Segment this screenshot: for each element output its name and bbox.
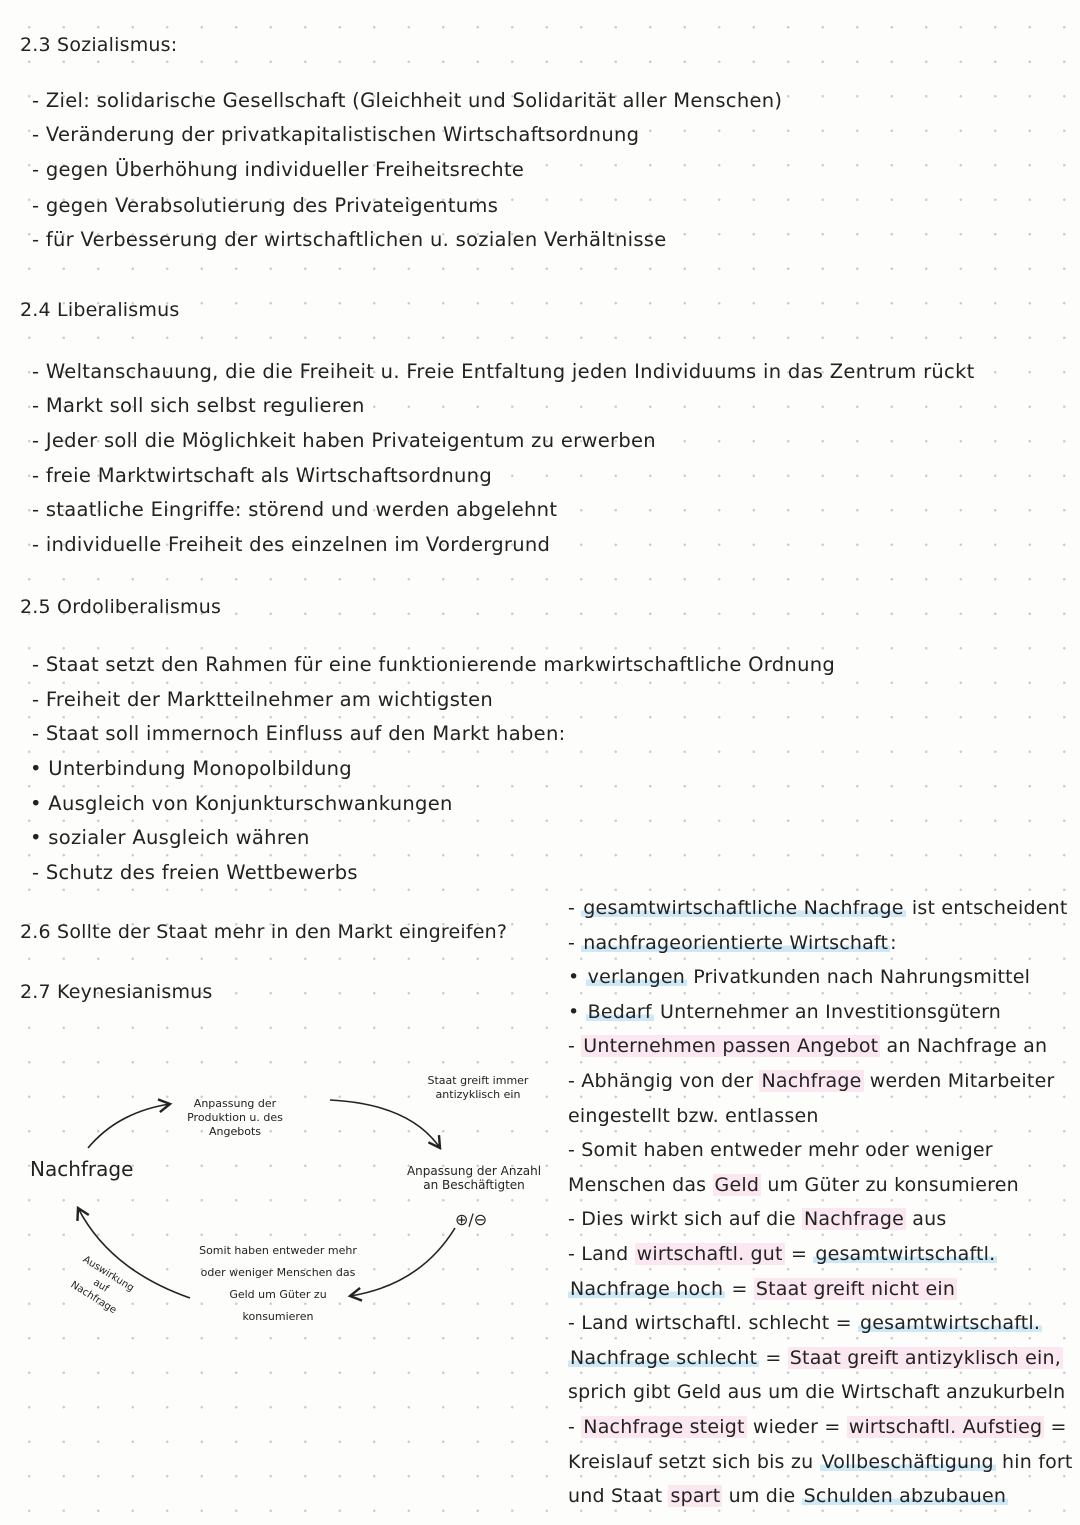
list-item: - Jeder soll die Möglichkeit haben Privateigentum zu erwerben xyxy=(32,429,656,452)
highlighted-term: Nachfrage xyxy=(761,1069,862,1092)
list-item: - staatliche Eingriffe: störend und werden abgelehnt xyxy=(32,498,558,521)
text-part: - Somit haben entweder mehr oder weniger xyxy=(568,1139,993,1162)
arrow-anpassung-to-beschaeftigte xyxy=(330,1100,440,1148)
text-part: - Land wirtschaftl. schlecht = xyxy=(568,1312,859,1335)
list-item: - freie Marktwirtschaft als Wirtschaftsordnung xyxy=(32,464,493,487)
diagram-nachfrage-label: Nachfrage xyxy=(30,1157,134,1181)
text-part: - Land xyxy=(568,1242,635,1265)
text-part: - xyxy=(568,897,582,919)
text-line xyxy=(568,1029,1074,1064)
text-part: • xyxy=(568,1000,586,1023)
text-part: = xyxy=(1044,1415,1067,1438)
text-part: - Dies wirkt sich auf die xyxy=(568,1208,802,1231)
text-part: - xyxy=(568,1415,582,1438)
diagram-auswirkung: Auswirkung auf Nachfrage xyxy=(68,1254,136,1317)
diagram-anpassung-beschaeftigte: Anpassung der Anzahl an Beschäftigten xyxy=(406,1164,542,1192)
text-part: und Staat xyxy=(568,1485,669,1508)
text-part: Menschen das xyxy=(568,1173,713,1196)
arrow-nachfrage-to-anpassung xyxy=(88,1104,170,1148)
underlined-term: verlangen xyxy=(587,966,685,989)
highlighted-term: Geld xyxy=(714,1173,760,1196)
text-part: = xyxy=(759,1346,788,1369)
text-part: • xyxy=(568,966,586,989)
underlined-term: gesamtwirtschaftl. xyxy=(815,1242,996,1265)
text-part: : xyxy=(890,931,897,954)
text-line xyxy=(568,1272,1074,1307)
text-line xyxy=(568,960,1074,995)
list-item: - Markt soll sich selbst regulieren xyxy=(32,394,365,417)
underlined-term: gesamtwirtschaftliche Nachfrage xyxy=(583,897,904,919)
text-line xyxy=(568,1410,1074,1445)
list-item: - Schutz des freien Wettbewerbs xyxy=(32,861,358,884)
text-line xyxy=(568,995,1074,1030)
list-item: - Staat setzt den Rahmen für eine funktionierende markwirtschaftliche Ordnung xyxy=(32,653,836,676)
text-part: Kreislauf setzt sich bis zu xyxy=(568,1450,820,1473)
keynes-explanation xyxy=(568,891,1074,1514)
underlined-term: Bedarf xyxy=(587,1000,652,1023)
text-line xyxy=(568,1133,1074,1168)
diagram-staat-greift: Staat greift immer antizyklisch ein xyxy=(427,1074,529,1101)
underlined-term: Nachfrage hoch xyxy=(570,1277,724,1300)
highlighted-term: wirtschaftl. Aufstieg xyxy=(848,1415,1043,1438)
list-item: - gegen Verabsolutierung des Privateigentums xyxy=(32,194,499,217)
list-item: - Weltanschauung, die die Freiheit u. Freie Entfaltung jeden Individuums in das Zentrum rückt xyxy=(32,360,975,383)
diagram-somit-text: Somit haben entweder mehr oder weniger Menschen das Geld um Güter zu konsumieren xyxy=(199,1244,357,1323)
text-part: ist entscheident xyxy=(905,897,1068,919)
highlighted-term: Staat greift nicht ein xyxy=(755,1277,956,1300)
underlined-term: Vollbeschäftigung xyxy=(821,1450,994,1473)
text-line xyxy=(568,891,1074,926)
heading-liberalismus: 2.4 Liberalismus xyxy=(20,299,180,321)
list-item: - Ziel: solidarische Gesellschaft (Gleichheit und Solidarität aller Menschen) xyxy=(32,89,783,112)
text-part: aus xyxy=(906,1208,947,1231)
list-item: • Unterbindung Monopolbildung xyxy=(30,757,352,780)
text-line xyxy=(568,1341,1074,1376)
text-line xyxy=(568,1237,1074,1272)
text-line xyxy=(568,1064,1074,1099)
text-part: um die xyxy=(722,1485,802,1508)
list-item: - individuelle Freiheit des einzelnen im Vordergrund xyxy=(32,533,551,556)
list-item: - Freiheit der Marktteilnehmer am wichtigsten xyxy=(32,688,494,711)
highlighted-term: Nachfrage xyxy=(803,1208,904,1231)
text-line xyxy=(568,1202,1074,1237)
text-line xyxy=(568,1375,1074,1410)
text-part: um Güter zu konsumieren xyxy=(761,1173,1019,1196)
diagram-plus-minus: ⊕/⊖ xyxy=(455,1210,488,1229)
underlined-term: nachfrageorientierte Wirtschaft xyxy=(583,931,889,954)
text-part: - xyxy=(568,931,582,954)
underlined-term: Nachfrage schlecht xyxy=(570,1346,758,1369)
text-line xyxy=(568,926,1074,961)
highlighted-term: Unternehmen passen Angebot xyxy=(583,1035,879,1058)
list-item: • sozialer Ausgleich währen xyxy=(30,826,310,849)
text-part: sprich gibt Geld aus um die Wirtschaft anzukurbeln xyxy=(568,1381,1066,1404)
text-part: an Nachfrage an xyxy=(880,1035,1048,1058)
text-part: = xyxy=(725,1277,754,1300)
list-item: - gegen Überhöhung individueller Freiheitsrechte xyxy=(32,158,525,181)
text-line xyxy=(568,1479,1074,1514)
highlighted-term: Staat greift antizyklisch ein, xyxy=(789,1346,1062,1369)
list-item: - für Verbesserung der wirtschaftlichen u. sozialen Verhältnisse xyxy=(32,228,667,251)
text-part: = xyxy=(784,1242,814,1265)
text-part: eingestellt bzw. entlassen xyxy=(568,1104,819,1127)
list-item: - Staat soll immernoch Einfluss auf den Markt haben: xyxy=(32,722,566,745)
underlined-term: gesamtwirtschaftl. xyxy=(860,1312,1041,1335)
arrow-beschaeftigte-to-somit xyxy=(350,1228,455,1296)
text-part: Unternehmer an Investitionsgütern xyxy=(653,1000,1002,1023)
list-item: - Veränderung der privatkapitalistischen Wirtschaftsordnung xyxy=(32,123,640,146)
text-part: wieder = xyxy=(746,1415,847,1438)
heading-keynesianismus: 2.7 Keynesianismus xyxy=(20,981,213,1003)
highlighted-term: wirtschaftl. gut xyxy=(636,1242,783,1265)
text-part: - xyxy=(568,1035,582,1058)
list-item: • Ausgleich von Konjunkturschwankungen xyxy=(30,792,453,815)
diagram-anpassung-produktion: Anpassung der Produktion u. des Angebots xyxy=(187,1097,283,1138)
text-line xyxy=(568,1168,1074,1203)
highlighted-term: spart xyxy=(670,1485,721,1508)
heading-ordoliberalismus: 2.5 Ordoliberalismus xyxy=(20,596,222,618)
text-part: Privatkunden nach Nahrungsmittel xyxy=(686,966,1031,989)
text-part: - Abhängig von der xyxy=(568,1069,760,1092)
text-part: hin fort xyxy=(995,1450,1073,1473)
heading-staat-eingreifen: 2.6 Sollte der Staat mehr in den Markt eingreifen? xyxy=(20,921,508,943)
text-line xyxy=(568,1445,1074,1480)
underlined-term: Schulden abzubauen xyxy=(803,1485,1007,1508)
text-line xyxy=(568,1306,1074,1341)
highlighted-term: Nachfrage steigt xyxy=(583,1415,745,1438)
text-line xyxy=(568,1099,1074,1134)
text-part: werden Mitarbeiter xyxy=(863,1069,1055,1092)
heading-sozialismus: 2.3 Sozialismus: xyxy=(20,34,178,56)
